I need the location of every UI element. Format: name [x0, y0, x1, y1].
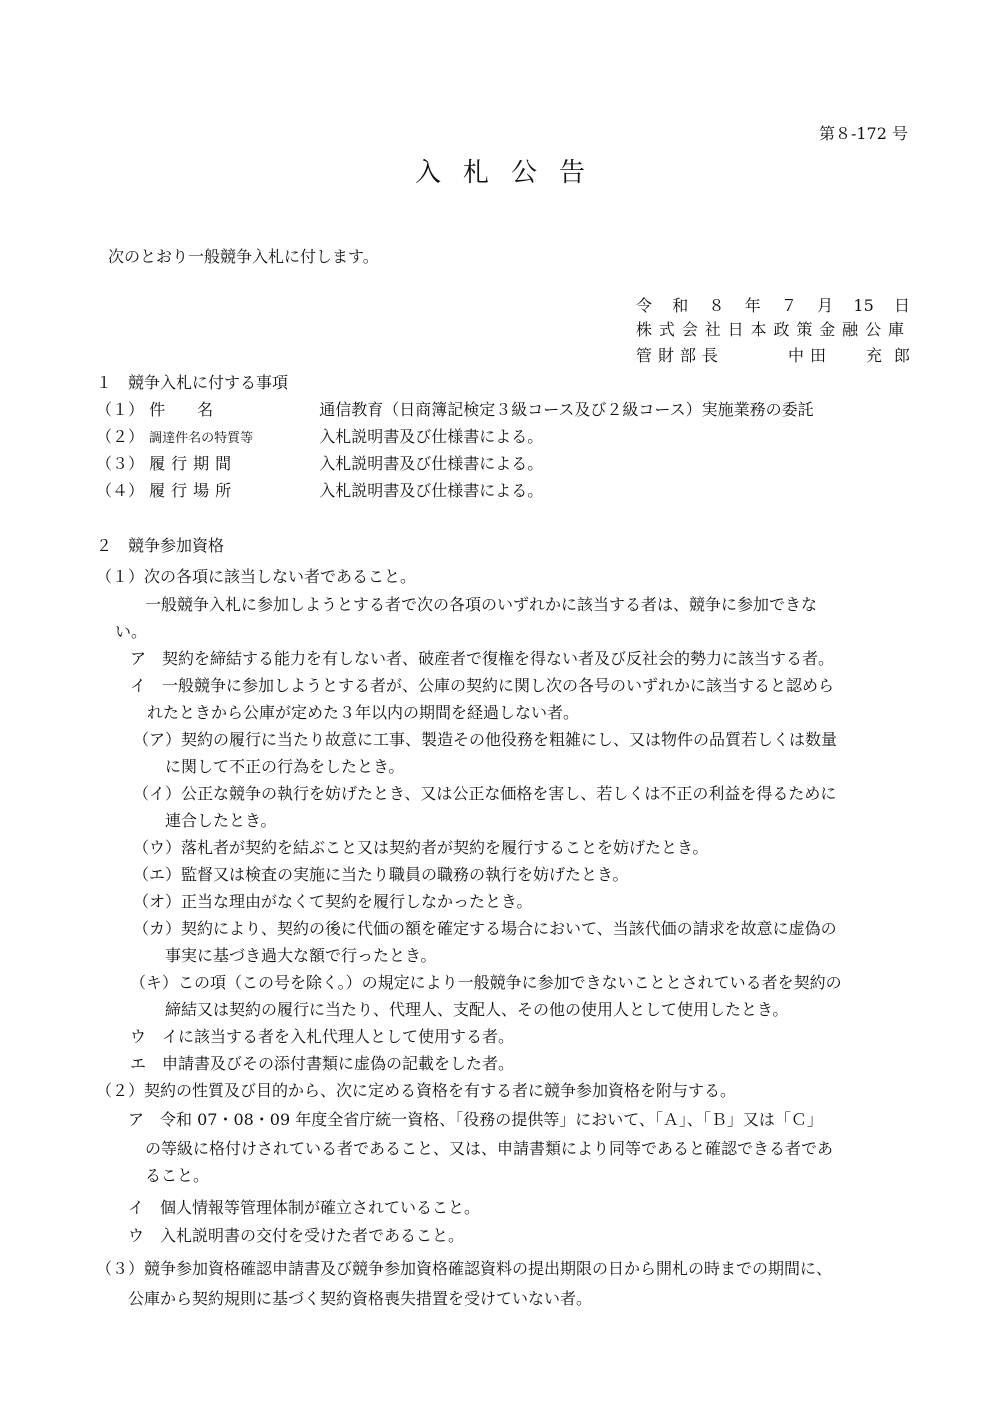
section2-line: ること。 — [145, 1166, 210, 1185]
section2-line: イ 一般競争に参加しようとする者が、公庫の契約に関し次の各号のいずれかに該当すると認めら — [130, 676, 835, 695]
section2-line: ア 契約を締結する能力を有しない者、破産者で復権を得ない者及び反社会的勢力に該当する者。 — [130, 649, 835, 668]
item-label: 件 名 — [149, 400, 214, 419]
section2-line: （１）次の各項に該当しない者であること。 — [96, 567, 417, 586]
section2-line: ウ イに該当する者を入札代理人として使用する者。 — [130, 1027, 515, 1046]
item-label: 履行期間 — [149, 454, 238, 473]
signatory-family-name: 中田 — [787, 346, 832, 365]
section1-item — [96, 454, 543, 474]
section2-line: （２）契約の性質及び目的から、次に定める資格を有する者に競争参加資格を附与する。 — [96, 1081, 737, 1100]
signatory — [636, 346, 922, 366]
section1-item — [96, 481, 543, 501]
item-value: 入札説明書及び仕様書による。 — [319, 454, 544, 473]
section2-line: （イ）公正な競争の執行を妨げたとき、又は公正な価格を害し、若しくは不正の利益を得るために — [133, 784, 837, 803]
section1-item — [96, 427, 543, 449]
section2-line: 公庫から契約規則に基づく契約資格喪失措置を受けていない者。 — [128, 1289, 593, 1308]
signatory-title: 管財部長 — [636, 346, 725, 365]
section2-line: 一般競争入札に参加しようとする者で次の各項のいずれかに該当する者は、競争に参加できな — [145, 595, 818, 614]
date-part: 月 — [817, 296, 834, 315]
date-part: 年 — [744, 296, 761, 315]
section2-line: 事実に基づき過大な額で行ったとき。 — [165, 946, 437, 965]
section2-line: （オ）正当な理由がなくて契約を履行しなかったとき。 — [133, 892, 533, 911]
section2-line: （カ）契約により、契約の後に代価の額を確定する場合において、当該代価の請求を故意に虚偽の — [133, 919, 837, 938]
signatory-given-name: 充郎 — [865, 346, 922, 365]
organization-text: 株式会社日本政策金融公庫 — [636, 320, 910, 339]
section2-line: に関して不正の行為をしたとき。 — [165, 757, 405, 776]
issue-date — [636, 296, 910, 316]
date-part: ８ — [708, 296, 725, 315]
date-part: 和 — [672, 296, 689, 315]
section2-line: （ア）契約の履行に当たり故意に工事、製造その他役務を粗雑にし、又は物件の品質若しくは数量 — [133, 730, 838, 749]
item-label: 調達件名の特質等 — [149, 431, 254, 446]
item-number: （２） — [96, 427, 145, 446]
item-number: （３） — [96, 454, 145, 473]
item-value: 通信教育（日商簿記検定３級コース及び２級コース）実施業務の委託 — [319, 400, 814, 419]
section2-line: エ 申請書及びその添付書類に虚偽の記載をした者。 — [130, 1054, 515, 1073]
section1-item — [96, 400, 814, 420]
page-title: 入札公告 — [414, 158, 607, 188]
item-value: 入札説明書及び仕様書による。 — [319, 481, 544, 500]
section2-line: 連合したとき。 — [165, 811, 277, 830]
item-number: （４） — [96, 481, 145, 500]
section2-line: ウ 入札説明書の交付を受けた者であること。 — [128, 1226, 465, 1245]
document-number: 第８-172 号 — [818, 124, 908, 143]
lead-text: 次のとおり一般競争入札に付します。 — [108, 247, 379, 266]
section2-line: れたときから公庫が定めた３年以内の期間を経過しない者。 — [147, 703, 580, 722]
section2-line: （ウ）落札者が契約を結ぶこと又は契約者が契約を履行することを妨げたとき。 — [133, 838, 709, 857]
section2-line: （３）競争参加資格確認申請書及び競争参加資格確認資料の提出期限の日から開札の時までの期間に、 — [96, 1259, 833, 1278]
section2-line: イ 個人情報等管理体制が確立されていること。 — [128, 1198, 481, 1217]
date-part: 令 — [636, 296, 653, 315]
section2-line: い。 — [115, 622, 148, 641]
date-part: 日 — [893, 296, 910, 315]
section2-heading: ２ 競争参加資格 — [96, 536, 225, 555]
date-part: 15 — [853, 296, 874, 315]
item-number: （１） — [96, 400, 145, 419]
date-part: ７ — [780, 296, 797, 315]
section2-line: 締結又は契約の履行に当たり、代理人、支配人、その他の使用人として使用したとき。 — [165, 1000, 789, 1019]
section2-line: （エ）監督又は検査の実施に当たり職員の職務の執行を妨げたとき。 — [133, 865, 629, 884]
item-value: 入札説明書及び仕様書による。 — [319, 427, 544, 446]
organization-name — [636, 320, 910, 340]
section1-heading: １ 競争入札に付する事項 — [96, 373, 289, 392]
section2-line: の等級に格付けされている者であること、又は、申請書類により同等であると確認できる者であ — [145, 1139, 834, 1158]
section2-line: ア 令和 07・08・09 年度全省庁統一資格、「役務の提供等」において、「Ａ」、「Ｂ」又は「Ｃ」 — [128, 1110, 823, 1129]
section2-line: （キ）この項（この号を除く。）の規定により一般競争に参加できないこととされている者を契約の — [130, 973, 842, 992]
item-label: 履行場所 — [149, 481, 238, 500]
